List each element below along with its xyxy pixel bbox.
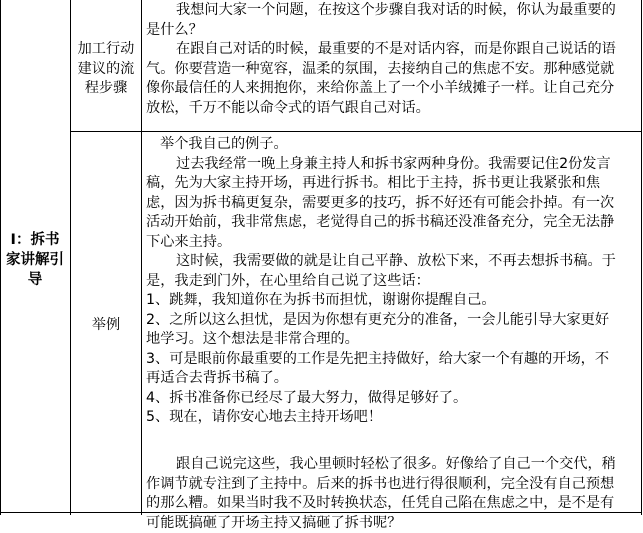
row-label-line: 举例 — [71, 316, 141, 336]
text-line: 可能既搞砸了开场主持又搞砸了拆书呢？ — [146, 514, 640, 533]
row-content-steps — [146, 1, 640, 118]
row-label-line: 程步骤 — [71, 79, 141, 99]
text-line: 放松，千万不能以命令式的语气跟自己对话。 — [146, 99, 640, 119]
text-line: 举个我自己的例子。 — [146, 135, 640, 155]
text-line: 作调节就专注到了主持中。后来的拆书也进行得很顺利，完全没有自己预想 — [146, 475, 640, 495]
text-line: 在跟自己对话的时候，最重要的不是对话内容，而是你跟自己说话的语 — [146, 40, 640, 60]
text-line: 过去我经常一晚上身兼主持人和拆书家两种身份。我需要记住2份发言 — [146, 155, 640, 175]
text-line: 3、可是眼前你最重要的工作是先把主持做好，给大家一个有趣的开场，不 — [146, 350, 640, 370]
text-line: 4、拆书准备你已经尽了最大努力，做得足够好了。 — [146, 389, 640, 409]
row-group-label-line: 导 — [0, 270, 70, 290]
text-line: 像你最信任的人来拥抱你，来给你盖上了一个小羊绒摊子一样。让自己充分 — [146, 79, 640, 99]
blank-line — [146, 428, 640, 448]
row-label-steps — [71, 40, 141, 99]
row-label-line: 建议的流 — [71, 60, 141, 80]
text-line: 我想问大家一个问题，在按这个步骤自我对话的时候，你认为最重要的 — [146, 1, 640, 21]
text-line: 跟自己说完这些，我心里顿时轻松了很多。好像给了自己一个交代，稍 — [146, 455, 640, 475]
text-line: 是，我走到门外，在心里给自己说了这些话： — [146, 272, 640, 292]
row-group-label — [0, 230, 70, 290]
text-line: 1、跳舞，我知道你在为拆书而担忧，谢谢你提醒自己。 — [146, 291, 640, 311]
row-group-label-line: 家讲解引 — [0, 250, 70, 270]
text-line: 气。你要营造一种宽容，温柔的氛围，去接纳自己的焦虑不安。那种感觉就 — [146, 60, 640, 80]
text-line: 2、之所以这么担忧，是因为你想有更充分的准备，一会儿能引导大家更好 — [146, 311, 640, 331]
text-line: 是什么？ — [146, 21, 640, 41]
row-group-label-line: I：拆书 — [0, 230, 70, 250]
text-line: 地学习。这个想法是非常合理的。 — [146, 330, 640, 350]
text-line: 稿，先为大家主持开场，再进行拆书。相比于主持，拆书更让我紧张和焦 — [146, 174, 640, 194]
row-label-example — [71, 316, 141, 336]
text-line: 再适合去背拆书稿了。 — [146, 369, 640, 389]
text-line: 下心来主持。 — [146, 233, 640, 253]
text-line: 5、现在，请你安心地去主持开场吧！ — [146, 408, 640, 428]
table-border-right — [641, 0, 642, 515]
text-line: 的那么糟。如果当时我不及时转换状态，任凭自己陷在焦虑之中，是不是有 — [146, 494, 640, 514]
text-line: 虑，因为拆书稿更复杂，需要更多的技巧，拆不好还有可能会扑掉。有一次 — [146, 194, 640, 214]
text-line: 这时候，我需要做的就是让自己平静、放松下来，不再去想拆书稿。于 — [146, 252, 640, 272]
table-divider-col2 — [141, 0, 142, 515]
row-divider — [70, 131, 642, 132]
row-label-line: 加工行动 — [71, 40, 141, 60]
text-line: 活动开始前，我非常焦虑，老觉得自己的拆书稿还没准备充分，完全无法静 — [146, 213, 640, 233]
row-content-example — [146, 135, 640, 533]
